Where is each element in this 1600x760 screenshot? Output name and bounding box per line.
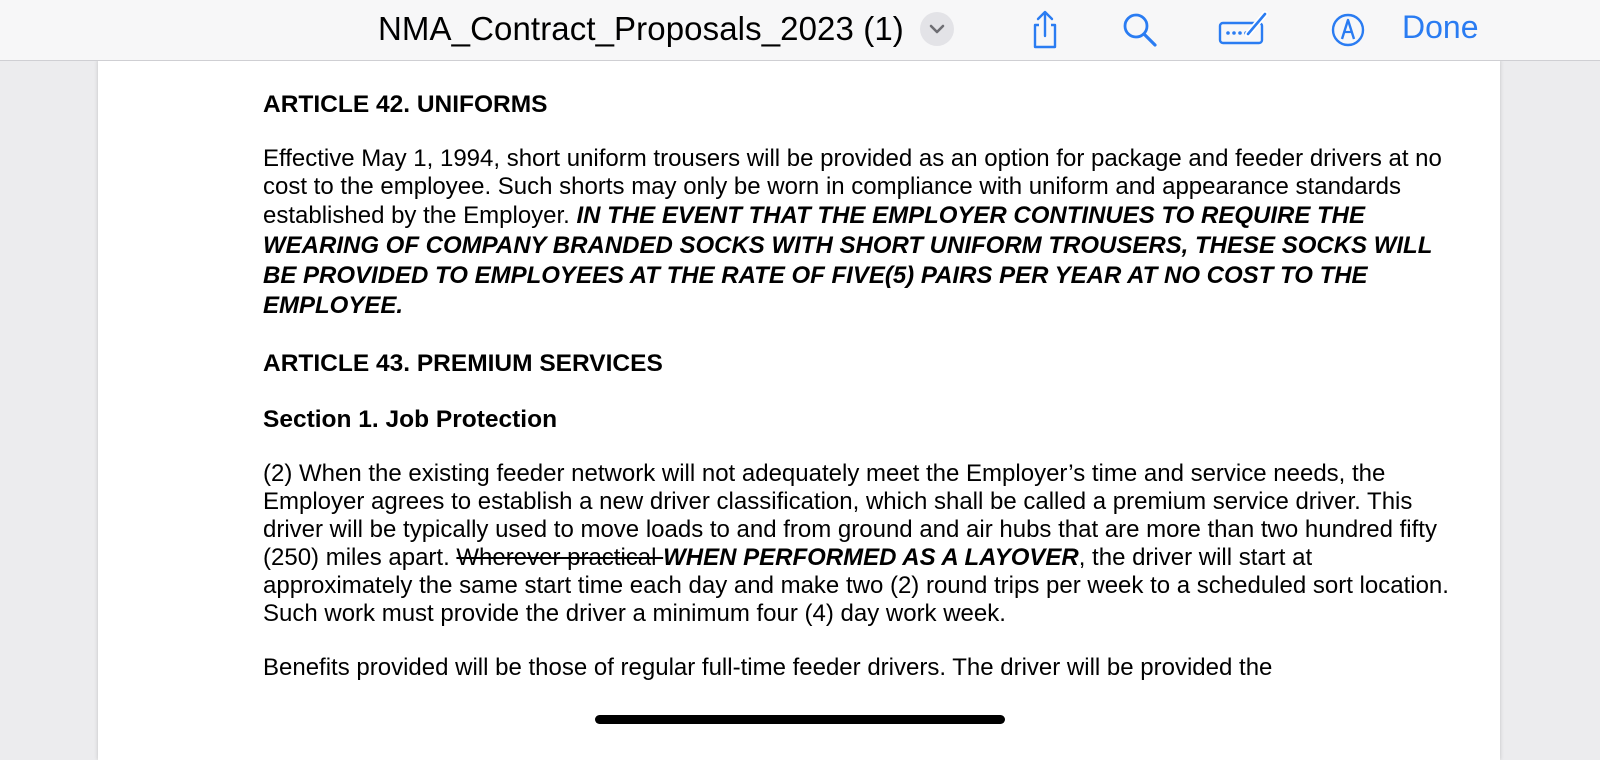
annotate-button[interactable] (1218, 10, 1270, 50)
section-1-text: (2) When the existing feeder network will not adequately meet the Employer’s time and service needs, the Employer agrees to establish a new driver classification, which shall be called a premium service driver. This driver will be typically used to move loads to and from ground and air hubs that are more than two hundred fifty (250) miles apart. (263, 460, 1437, 571)
section-1-paragraph (263, 460, 1453, 628)
article-42-heading: ARTICLE 42. UNIFORMS (263, 91, 548, 118)
benefits-paragraph: Benefits provided will be those of regular full-time feeder drivers. The driver will be provided the (263, 654, 1273, 681)
navigation-bar (0, 0, 1600, 61)
section-1-text-continued: , the driver will start at approximately the same start time each day and make two (2) round trips per week to a scheduled sort location. Such work must provide the driver a minimum four (4) day work week. (263, 544, 1449, 627)
markup-button[interactable] (1328, 10, 1368, 50)
page-content (263, 88, 1453, 682)
markup-icon (1328, 10, 1368, 50)
title-menu[interactable] (378, 8, 954, 50)
chevron-down-icon (929, 24, 945, 34)
article-42-proposed-text: IN THE EVENT THAT THE EMPLOYER CONTINUES TO REQUIRE THE WEARING OF COMPANY BRANDED SOCKS WITH SHORT UNIFORM TROUSERS, THESE SOCKS WILL BE PROVIDED TO EMPLOYEES AT THE RATE OF FIVE(5) PAIRS PER YEAR AT NO COST TO THE EMPLOYEE. (263, 202, 1432, 319)
share-button[interactable] (1025, 10, 1065, 50)
struck-text: Wherever practical (456, 544, 664, 571)
article-43-heading: ARTICLE 43. PREMIUM SERVICES (263, 350, 663, 377)
search-button[interactable] (1120, 10, 1160, 50)
annotate-icon (1218, 10, 1270, 50)
home-indicator[interactable] (595, 715, 1005, 724)
title-menu-button[interactable] (920, 12, 954, 46)
pdf-page (98, 60, 1500, 760)
article-42-text: Effective May 1, 1994, short uniform trousers will be provided as an option for package and feeder drivers at no cost to the employee. Such shorts may only be worn in compliance with uniform and appearance standards established by the Employer. (263, 145, 1442, 229)
done-button[interactable]: Done (1402, 9, 1479, 45)
article-42-paragraph (263, 145, 1453, 321)
search-icon (1120, 10, 1160, 50)
section-1-heading: Section 1. Job Protection (263, 406, 558, 433)
document-title[interactable]: NMA_Contract_Proposals_2023 (1) (378, 10, 904, 47)
share-icon (1025, 10, 1065, 50)
inserted-text: WHEN PERFORMED AS A LAYOVER (663, 544, 1079, 571)
